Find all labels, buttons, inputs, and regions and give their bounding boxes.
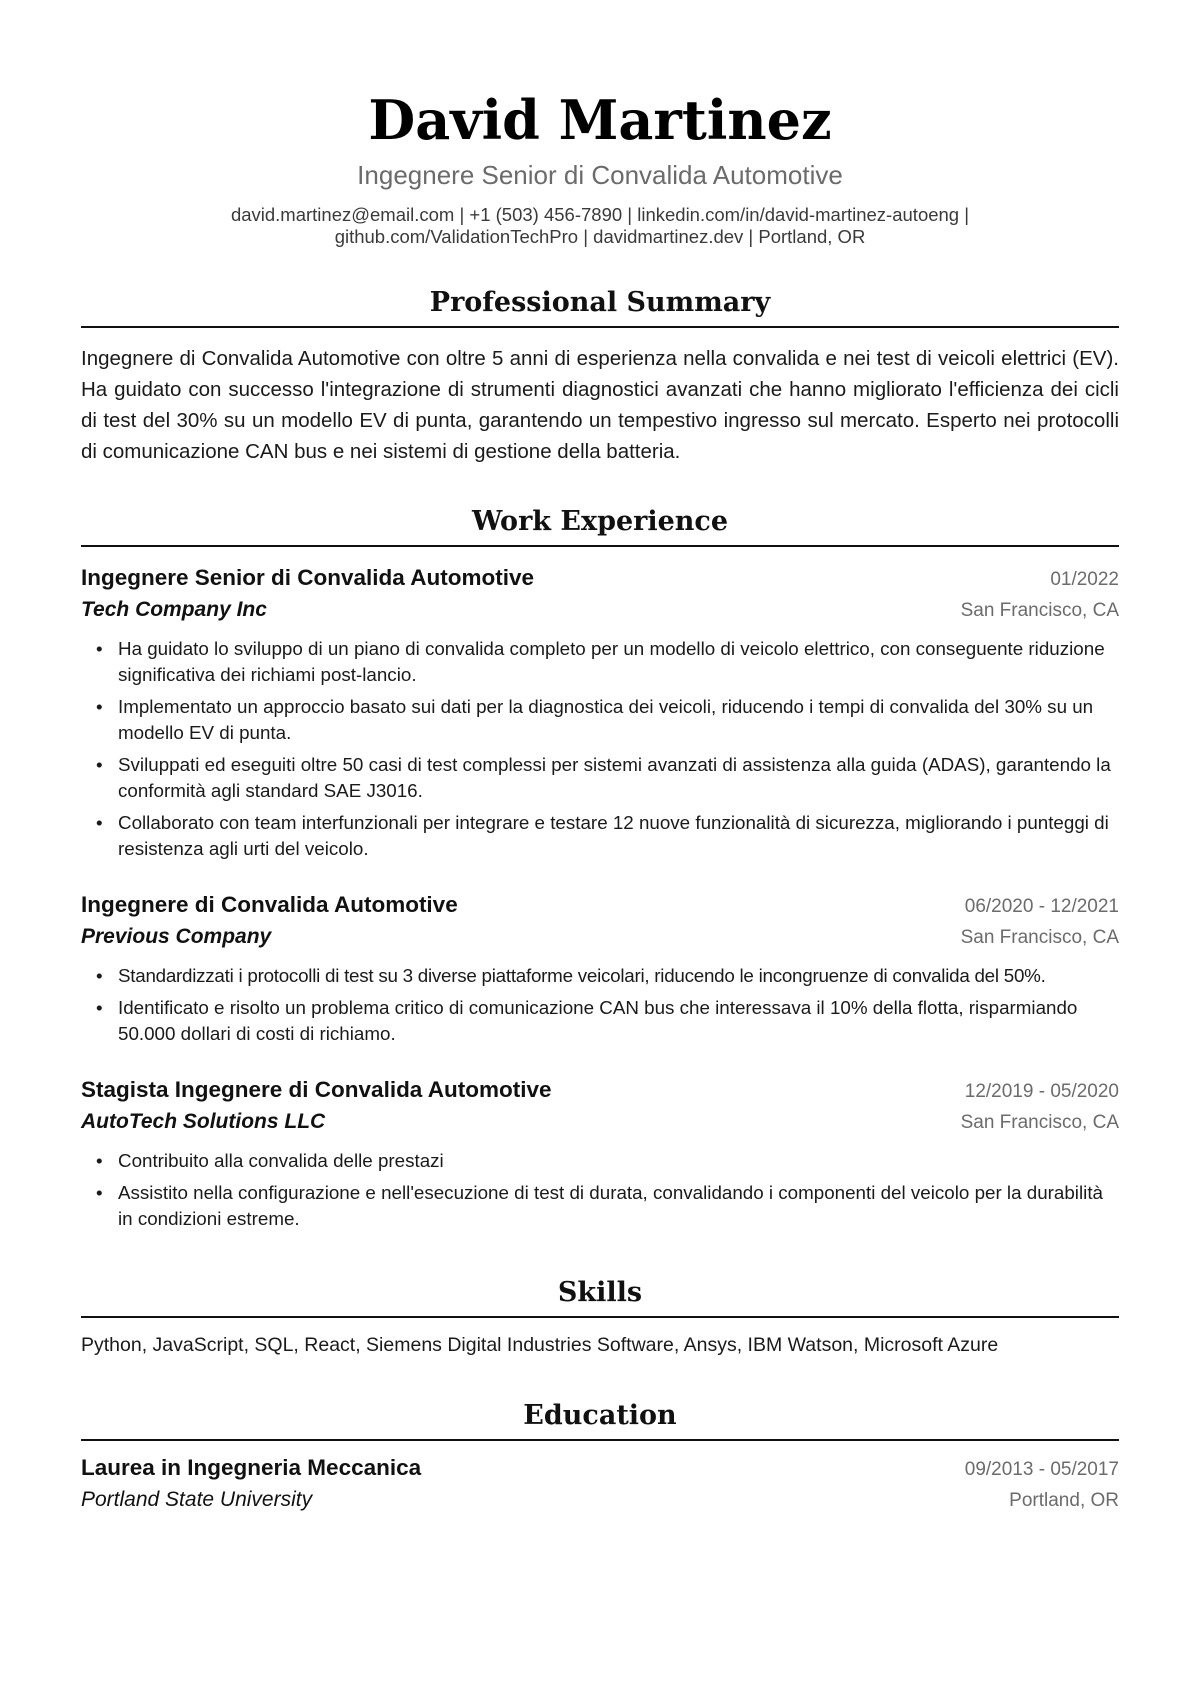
section-divider (81, 545, 1119, 547)
job-bullet: • Sviluppati ed eseguiti oltre 50 casi di test complessi per sistemi avanzati di assistenza alla guida (ADAS), garantendo la conformità agli standard SAE J3016. (81, 752, 1119, 804)
skills-list: Python, JavaScript, SQL, React, Siemens Digital Industries Software, Ansys, IBM Watson, Microsoft Azure (81, 1334, 999, 1356)
education-section (81, 1399, 1119, 1516)
job-title: Ingegnere Senior di Convalida Automotive (81, 565, 534, 590)
resume-header (81, 0, 1119, 248)
job-date: 12/2019 - 05/2020 (964, 1081, 1119, 1102)
summary-heading: Professional Summary (429, 287, 771, 318)
job-company: Previous Company (81, 925, 272, 948)
job-location: San Francisco, CA (960, 600, 1119, 621)
job-location: San Francisco, CA (960, 927, 1119, 948)
resume-page (81, 0, 1119, 1516)
contact-info (81, 204, 1119, 248)
degree-title: Laurea in Ingegneria Meccanica (81, 1455, 422, 1480)
summary-text: Ingegnere di Convalida Automotive con oltre 5 anni di esperienza nella convalida e nei test di veicoli elettrici (EV). Ha guidato con successo l'integrazione di strumenti diagnostici avanzati che hanno migliorato l'efficienza dei cicli di test del 30% su un modello EV di punta, garantendo un tempestivo ingresso sul mercato. Esperto nei protocolli di comunicazione CAN bus e nei sistemi di gestione della batteria. (81, 347, 1119, 463)
summary-section (81, 286, 1119, 467)
job-bullet: • Ha guidato lo sviluppo di un piano di convalida completo per un modello di veicolo elettrico, con conseguente riduzione significativa dei richiami post-lancio. (81, 636, 1119, 688)
job-bullet: • Collaborato con team interfunzionali per integrare e testare 12 nuove funzionalità di sicurezza, migliorando i punteggi di resistenza agli urti del veicolo. (81, 810, 1119, 862)
section-divider (81, 1316, 1119, 1318)
education-location: Portland, OR (1009, 1490, 1119, 1511)
section-divider (81, 1439, 1119, 1441)
job-bullets (81, 963, 1119, 1047)
job-date: 01/2022 (1050, 569, 1119, 590)
education-date: 09/2013 - 05/2017 (964, 1459, 1119, 1480)
skills-section (81, 1276, 1119, 1359)
contact-line-2: github.com/ValidationTechPro | davidmartinez.dev | Portland, OR (334, 226, 866, 247)
job-bullet: • Implementato un approccio basato sui dati per la diagnostica dei veicoli, riducendo i tempi di convalida del 30% su un modello EV di punta. (81, 694, 1119, 746)
job-bullet: • Identificato e risolto un problema critico di comunicazione CAN bus che interessava il 10% della flotta, risparmiando 50.000 dollari di costi di richiamo. (81, 995, 1119, 1047)
job-date: 06/2020 - 12/2021 (964, 896, 1119, 917)
job-bullets (81, 636, 1119, 862)
education-entry (81, 1453, 1119, 1516)
experience-section (81, 505, 1119, 1232)
job-entry (81, 1075, 1119, 1232)
candidate-headline: Ingegnere Senior di Convalida Automotive (357, 160, 843, 190)
job-entry (81, 890, 1119, 1047)
contact-line-1: david.martinez@email.com | +1 (503) 456-7890 | linkedin.com/in/david-martinez-autoeng | (230, 204, 970, 225)
job-location: San Francisco, CA (960, 1112, 1119, 1133)
job-company: AutoTech Solutions LLC (81, 1110, 326, 1133)
job-bullets (81, 1148, 1119, 1232)
job-bullet: • Assistito nella configurazione e nell'esecuzione di test di durata, convalidando i componenti del veicolo per la durabilità in condizioni estreme. (81, 1180, 1119, 1232)
experience-heading: Work Experience (471, 506, 729, 537)
skills-heading: Skills (557, 1277, 643, 1308)
section-divider (81, 326, 1119, 328)
job-company: Tech Company Inc (81, 598, 267, 621)
job-title: Stagista Ingegnere di Convalida Automotive (81, 1077, 552, 1102)
job-entry (81, 563, 1119, 862)
education-heading: Education (523, 1400, 677, 1431)
candidate-name: David Martinez (368, 88, 832, 152)
school-name: Portland State University (81, 1488, 313, 1511)
job-bullet: • Standardizzati i protocolli di test su 3 diverse piattaforme veicolari, riducendo le incongruenze di convalida del 50%. (81, 963, 1119, 989)
job-bullet: • Contribuito alla convalida delle prestazi (81, 1148, 1119, 1174)
job-title: Ingegnere di Convalida Automotive (81, 892, 458, 917)
